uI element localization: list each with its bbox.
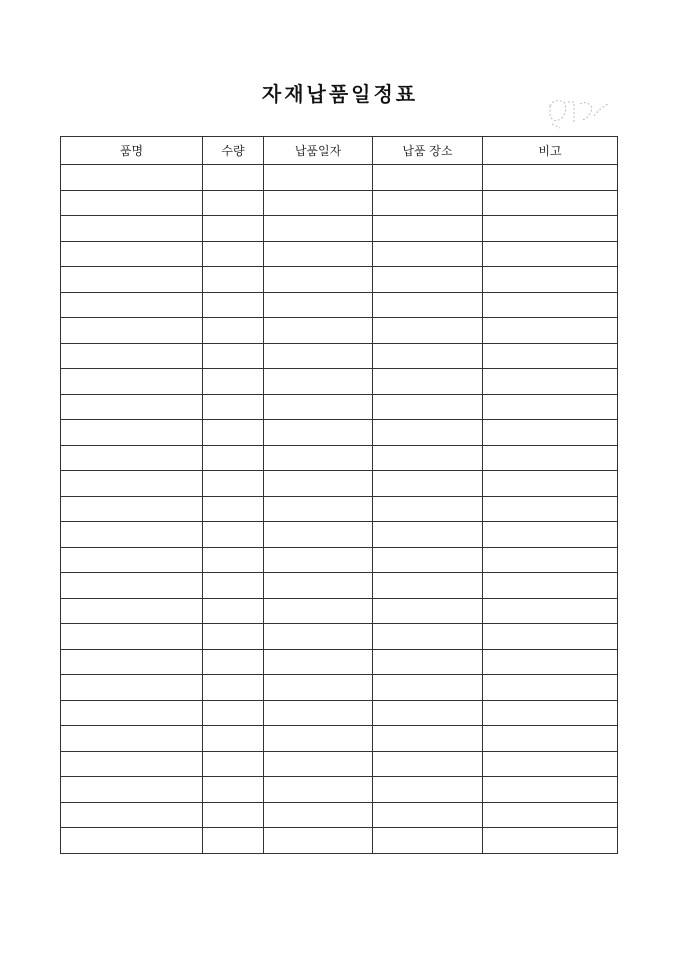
quantity-cell[interactable] (203, 573, 264, 599)
quantity-cell[interactable] (203, 216, 264, 242)
remarks-cell[interactable] (483, 802, 618, 828)
delivery-date-cell[interactable] (264, 726, 373, 752)
delivery-place-cell[interactable] (373, 343, 483, 369)
column-header-remarks: 비고 (483, 137, 618, 165)
remarks-cell[interactable] (483, 726, 618, 752)
remarks-cell[interactable] (483, 649, 618, 675)
quantity-cell[interactable] (203, 726, 264, 752)
item-name-cell[interactable] (61, 802, 203, 828)
quantity-cell[interactable] (203, 267, 264, 293)
remarks-cell[interactable] (483, 751, 618, 777)
delivery-place-cell[interactable] (373, 496, 483, 522)
delivery-place-cell[interactable] (373, 675, 483, 701)
delivery-schedule-table (60, 136, 618, 854)
item-name-cell[interactable] (61, 573, 203, 599)
remarks-cell[interactable] (483, 216, 618, 242)
item-name-cell[interactable] (61, 547, 203, 573)
delivery-place-cell[interactable] (373, 751, 483, 777)
delivery-date-cell[interactable] (264, 649, 373, 675)
remarks-cell[interactable] (483, 318, 618, 344)
quantity-cell[interactable] (203, 445, 264, 471)
delivery-date-cell[interactable] (264, 216, 373, 242)
item-name-cell[interactable] (61, 649, 203, 675)
item-name-cell[interactable] (61, 700, 203, 726)
delivery-date-cell[interactable] (264, 828, 373, 854)
delivery-date-cell[interactable] (264, 573, 373, 599)
item-name-cell[interactable] (61, 624, 203, 650)
item-name-cell[interactable] (61, 496, 203, 522)
remarks-cell[interactable] (483, 598, 618, 624)
delivery-place-cell[interactable] (373, 216, 483, 242)
delivery-date-cell[interactable] (264, 471, 373, 497)
delivery-place-cell[interactable] (373, 190, 483, 216)
remarks-cell[interactable] (483, 394, 618, 420)
faint-stamp-mark (544, 96, 616, 132)
column-header-item-name: 품명 (61, 137, 203, 165)
delivery-date-cell[interactable] (264, 420, 373, 446)
delivery-place-cell[interactable] (373, 445, 483, 471)
item-name-cell[interactable] (61, 420, 203, 446)
delivery-date-cell[interactable] (264, 165, 373, 191)
delivery-date-cell[interactable] (264, 598, 373, 624)
quantity-cell[interactable] (203, 700, 264, 726)
table-row (61, 649, 618, 675)
quantity-cell[interactable] (203, 751, 264, 777)
delivery-date-cell[interactable] (264, 394, 373, 420)
item-name-cell[interactable] (61, 471, 203, 497)
table-row (61, 547, 618, 573)
remarks-cell[interactable] (483, 267, 618, 293)
quantity-cell[interactable] (203, 496, 264, 522)
quantity-cell[interactable] (203, 292, 264, 318)
remarks-cell[interactable] (483, 547, 618, 573)
quantity-cell[interactable] (203, 649, 264, 675)
table-row (61, 394, 618, 420)
delivery-date-cell[interactable] (264, 802, 373, 828)
delivery-date-cell[interactable] (264, 675, 373, 701)
remarks-cell[interactable] (483, 522, 618, 548)
quantity-cell[interactable] (203, 828, 264, 854)
item-name-cell[interactable] (61, 216, 203, 242)
table-row (61, 369, 618, 395)
delivery-place-cell[interactable] (373, 573, 483, 599)
delivery-place-cell[interactable] (373, 471, 483, 497)
table-row (61, 292, 618, 318)
quantity-cell[interactable] (203, 369, 264, 395)
delivery-place-cell[interactable] (373, 394, 483, 420)
table-row (61, 802, 618, 828)
delivery-place-cell[interactable] (373, 828, 483, 854)
quantity-cell[interactable] (203, 343, 264, 369)
remarks-cell[interactable] (483, 343, 618, 369)
quantity-cell[interactable] (203, 190, 264, 216)
delivery-date-cell[interactable] (264, 496, 373, 522)
table-row (61, 267, 618, 293)
quantity-cell[interactable] (203, 547, 264, 573)
table-row (61, 190, 618, 216)
table-row (61, 241, 618, 267)
remarks-cell[interactable] (483, 420, 618, 446)
quantity-cell[interactable] (203, 777, 264, 803)
item-name-cell[interactable] (61, 777, 203, 803)
delivery-date-cell[interactable] (264, 369, 373, 395)
delivery-date-cell[interactable] (264, 445, 373, 471)
table-header-row (61, 137, 618, 165)
table-row (61, 751, 618, 777)
item-name-cell[interactable] (61, 522, 203, 548)
item-name-cell[interactable] (61, 292, 203, 318)
remarks-cell[interactable] (483, 624, 618, 650)
quantity-cell[interactable] (203, 318, 264, 344)
delivery-date-cell[interactable] (264, 624, 373, 650)
delivery-place-cell[interactable] (373, 624, 483, 650)
quantity-cell[interactable] (203, 241, 264, 267)
item-name-cell[interactable] (61, 241, 203, 267)
delivery-place-cell[interactable] (373, 165, 483, 191)
table-row (61, 445, 618, 471)
remarks-cell[interactable] (483, 700, 618, 726)
delivery-date-cell[interactable] (264, 318, 373, 344)
delivery-place-cell[interactable] (373, 777, 483, 803)
delivery-place-cell[interactable] (373, 292, 483, 318)
delivery-date-cell[interactable] (264, 700, 373, 726)
delivery-date-cell[interactable] (264, 267, 373, 293)
table-row (61, 471, 618, 497)
remarks-cell[interactable] (483, 573, 618, 599)
table-row (61, 598, 618, 624)
delivery-date-cell[interactable] (264, 547, 373, 573)
item-name-cell[interactable] (61, 726, 203, 752)
table-row (61, 318, 618, 344)
table-row (61, 343, 618, 369)
table-row (61, 675, 618, 701)
item-name-cell[interactable] (61, 343, 203, 369)
item-name-cell[interactable] (61, 190, 203, 216)
table-row (61, 573, 618, 599)
table-row (61, 700, 618, 726)
remarks-cell[interactable] (483, 777, 618, 803)
remarks-cell[interactable] (483, 675, 618, 701)
column-header-delivery-date: 납품일자 (264, 137, 373, 165)
quantity-cell[interactable] (203, 624, 264, 650)
table-row (61, 522, 618, 548)
item-name-cell[interactable] (61, 394, 203, 420)
item-name-cell[interactable] (61, 598, 203, 624)
remarks-cell[interactable] (483, 165, 618, 191)
column-header-quantity: 수량 (203, 137, 264, 165)
item-name-cell[interactable] (61, 751, 203, 777)
item-name-cell[interactable] (61, 445, 203, 471)
delivery-place-cell[interactable] (373, 318, 483, 344)
table-row (61, 496, 618, 522)
delivery-date-cell[interactable] (264, 343, 373, 369)
delivery-date-cell[interactable] (264, 241, 373, 267)
table-row (61, 420, 618, 446)
remarks-cell[interactable] (483, 190, 618, 216)
delivery-date-cell[interactable] (264, 292, 373, 318)
document-title: 자재납품일정표 (261, 82, 419, 106)
item-name-cell[interactable] (61, 318, 203, 344)
table-body (61, 165, 618, 854)
item-name-cell[interactable] (61, 675, 203, 701)
delivery-place-cell[interactable] (373, 241, 483, 267)
item-name-cell[interactable] (61, 828, 203, 854)
item-name-cell[interactable] (61, 267, 203, 293)
delivery-place-cell[interactable] (373, 547, 483, 573)
quantity-cell[interactable] (203, 394, 264, 420)
table-row (61, 624, 618, 650)
delivery-place-cell[interactable] (373, 649, 483, 675)
quantity-cell[interactable] (203, 471, 264, 497)
remarks-cell[interactable] (483, 292, 618, 318)
quantity-cell[interactable] (203, 420, 264, 446)
delivery-place-cell[interactable] (373, 726, 483, 752)
item-name-cell[interactable] (61, 165, 203, 191)
delivery-date-cell[interactable] (264, 751, 373, 777)
remarks-cell[interactable] (483, 496, 618, 522)
delivery-place-cell[interactable] (373, 267, 483, 293)
table-row (61, 828, 618, 854)
delivery-place-cell[interactable] (373, 598, 483, 624)
column-header-delivery-place: 납품 장소 (373, 137, 483, 165)
quantity-cell[interactable] (203, 802, 264, 828)
delivery-place-cell[interactable] (373, 802, 483, 828)
table-row (61, 216, 618, 242)
delivery-place-cell[interactable] (373, 369, 483, 395)
remarks-cell[interactable] (483, 828, 618, 854)
delivery-place-cell[interactable] (373, 420, 483, 446)
delivery-date-cell[interactable] (264, 522, 373, 548)
remarks-cell[interactable] (483, 241, 618, 267)
remarks-cell[interactable] (483, 369, 618, 395)
quantity-cell[interactable] (203, 165, 264, 191)
delivery-place-cell[interactable] (373, 700, 483, 726)
quantity-cell[interactable] (203, 675, 264, 701)
quantity-cell[interactable] (203, 598, 264, 624)
remarks-cell[interactable] (483, 471, 618, 497)
remarks-cell[interactable] (483, 445, 618, 471)
delivery-date-cell[interactable] (264, 777, 373, 803)
delivery-date-cell[interactable] (264, 190, 373, 216)
quantity-cell[interactable] (203, 522, 264, 548)
table-row (61, 165, 618, 191)
item-name-cell[interactable] (61, 369, 203, 395)
delivery-place-cell[interactable] (373, 522, 483, 548)
table-row (61, 777, 618, 803)
table-row (61, 726, 618, 752)
